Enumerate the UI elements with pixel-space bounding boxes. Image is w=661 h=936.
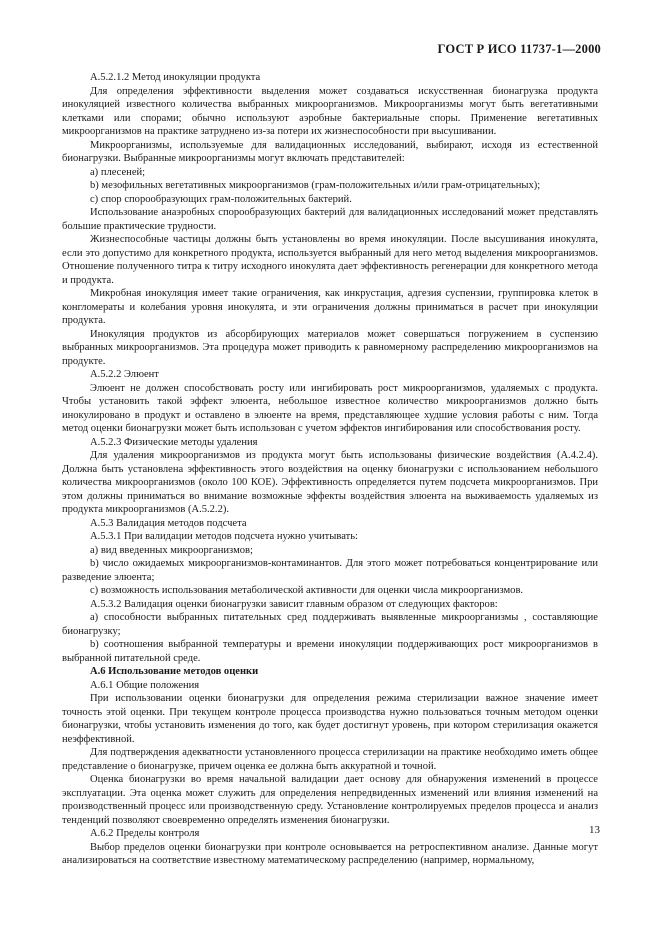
paragraph: Инокуляция продуктов из абсорбирующих материалов может совершаться погружением в суспензию выбранных микроорганизмов. Эта процедура может приводить к равномерному распределению микроорганизмов на продукте.: [62, 328, 598, 367]
subsection-heading-a522: А.5.2.2 Элюент: [90, 369, 159, 380]
list-item: а) способности выбранных питательных сред поддерживать выявленные микроорганизмы , составляющие бионагрузку;: [62, 612, 598, 637]
paragraph: Выбор пределов оценки бионагрузки при контроле основывается на ретроспективном анализе. Данные могут анализироваться на соответствие известному математическому распределению (например, нормальному,: [62, 841, 598, 866]
paragraph: Для определения эффективности выделения может создаваться искусственная бионагрузка продукта инокуляцией известного количества выбранных микроорганизмов. Микроорганизмы могут быть вегетативными клетками или спорами; обычно используют аэробные бактериальные споры. Применение вегетативных микроорганизмов на практике затруднено из-за потери их жизнеспособности при высушивании.: [62, 85, 598, 137]
paragraph: Для удаления микроорганизмов из продукта могут быть использованы физические воздействия (А.4.2.4). Должна быть установлена эффективность этого воздействия на оценку бионагрузки с использованием небольшого количества микроорганизмов (около 100 КОЕ). Эффективность определяется путем подсчета микроорганизмов. При этом должны приниматься во внимание возможные эффекты воздействия элюента на выживаемость удаляемых из продукта микроорганизмов (А.5.2.2).: [62, 450, 598, 515]
list-item: c) спор спорообразующих грам-положительных бактерий.: [90, 193, 352, 205]
paragraph: Для подтверждения адекватности установленного процесса стерилизации на практике необходимо иметь общее представление о бионагрузке, причем оценка ее должна быть аккуратной и точной.: [62, 747, 598, 772]
list-item: а) вид введенных микроорганизмов;: [90, 544, 253, 556]
document-body: [62, 71, 598, 868]
subsection-heading-a53: А.5.3 Валидация методов подсчета: [90, 517, 247, 529]
paragraph: Оценка бионагрузки во время начальной валидации дает основу для обнаружения изменений в процессе эксплуатации. Эта оценка может служить для определения непредвиденных изменений или влияния изменений на производственный процесс или производственную среду. Установление контролируемых пределов процесса и анализ тенденций позволяют своевременно определять изменения бионагрузки.: [62, 774, 598, 826]
page-number: 13: [589, 824, 600, 836]
paragraph: Жизнеспособные частицы должны быть установлены во время инокуляции. После высушивания инокулята, если это допустимо для конкретного продукта, используется выбранный для него метод выделения микроорганизмов. Отношение полученного титра к титру исходного инокулята дает эффективность регенерации для конкретного метода и продукта.: [62, 234, 598, 286]
paragraph: Микроорганизмы, используемые для валидационных исследований, выбирают, исходя из естественной бионагрузки. Выбранные микроорганизмы могут включать представителей:: [62, 139, 598, 164]
subsection-heading-a523: А.5.2.3 Физические методы удаления: [90, 436, 258, 448]
subsection-heading-a61: А.6.1 Общие положения: [90, 679, 200, 691]
paragraph: А.5.3.2 Валидация оценки бионагрузки зависит главным образом от следующих факторов:: [90, 598, 498, 610]
subsection-heading-a5212: А.5.2.1.2 Метод инокуляции продукта: [90, 72, 261, 83]
paragraph: При использовании оценки бионагрузки для определения режима стерилизации важное значение имеет точность этой оценки. При текущем контроле процесса производства нужно пользоваться точным методом оценки бионагрузки, чтобы установить изменения до того, как будет достигнут уровень, при котором стерилизация окажется неэффективной.: [62, 693, 598, 745]
list-item: b) число ожидаемых микроорганизмов-контаминантов. Для этого может потребоваться концентрирование или разведение элюента;: [62, 558, 598, 583]
paragraph: Микробная инокуляция имеет такие ограничения, как инкрустация, адгезия суспензии, группировка клеток в конгломераты и колебания уровня инокулята, и эти ограничения должны приниматься в расчет при инокуляции продукта.: [62, 288, 598, 326]
list-item: b) мезофильных вегетативных микроорганизмов (грам-положительных и/или грам-отрицательных);: [90, 180, 541, 191]
list-item: c) возможность использования метаболической активности для оценки числа микроорганизмов.: [90, 585, 524, 596]
list-item: а) плесеней;: [90, 166, 146, 178]
paragraph: Элюент не должен способствовать росту или ингибировать рост микроорганизмов, удаляемых с продукта. Чтобы установить такой эффект элюента, небольшое известное количество микроорганизмов должно быть инокулировано в продукт и оставлено в элюенте на время, представляющее худшие условия работы с ним. Тогда метод оценки бионагрузки может быть использован с учетом эффектов ингибирования или способствования росту.: [62, 382, 598, 434]
section-heading-a6: А.6 Использование методов оценки: [90, 666, 259, 677]
paragraph: А.5.3.1 При валидации методов подсчета нужно учитывать:: [90, 531, 358, 542]
list-item: b) соотношения выбранной температуры и времени инокуляции поддерживающих рост микроорганизмов в выбранной питательной среде.: [62, 639, 598, 664]
standard-header: ГОСТ Р ИСО 11737-1—2000: [437, 42, 601, 56]
subsection-heading-a62: А.6.2 Пределы контроля: [90, 828, 200, 839]
paragraph: Использование анаэробных спорообразующих бактерий для валидационных исследований может представлять большие практические трудности.: [62, 207, 598, 232]
